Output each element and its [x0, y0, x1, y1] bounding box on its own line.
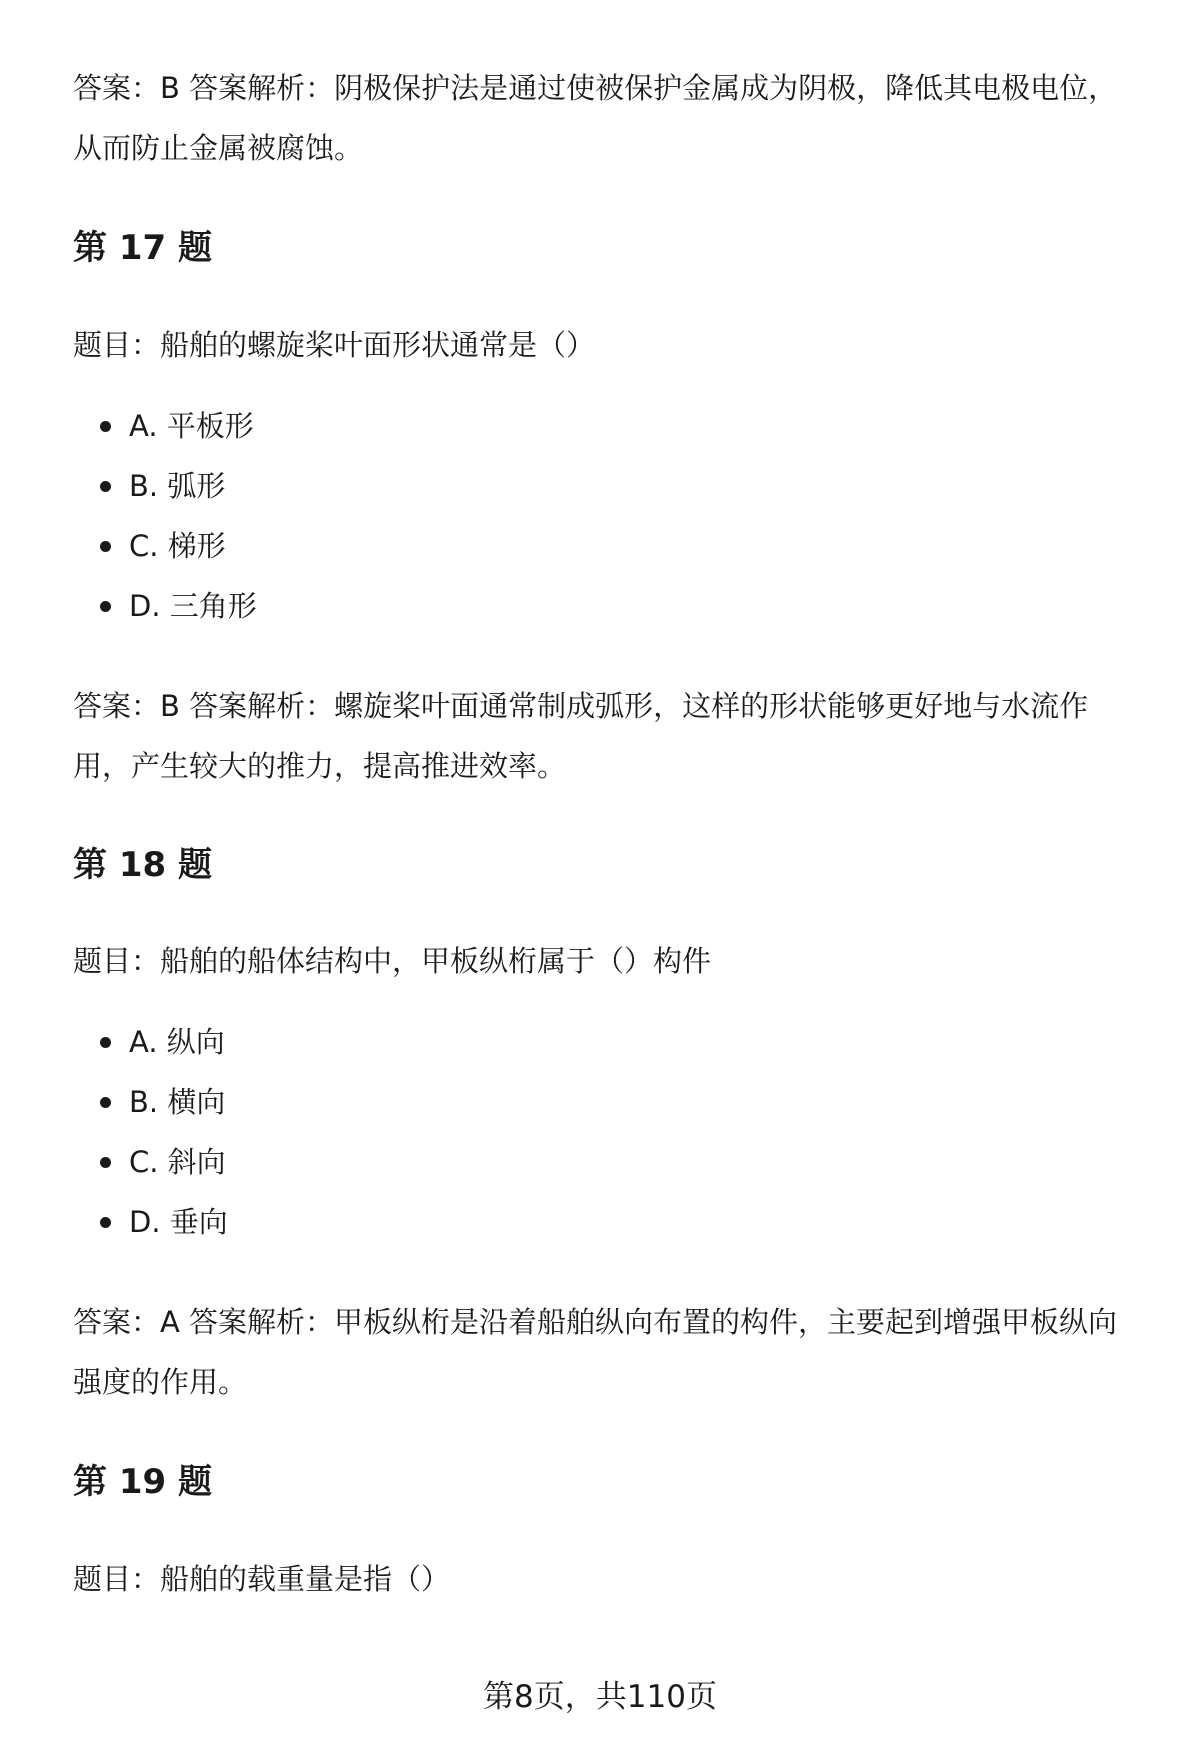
bullet-icon	[100, 1037, 111, 1048]
prev-answer-line-1: 答案：B 答案解析：阴极保护法是通过使被保护金属成为阴极，降低其电极电位，	[73, 71, 1118, 105]
option-item	[73, 1142, 228, 1202]
bullet-icon	[100, 541, 111, 552]
bullet-icon	[100, 1217, 111, 1228]
option-item	[73, 1022, 228, 1082]
bullet-icon	[100, 1097, 111, 1108]
page-footer: 第8页，共110页	[483, 1679, 717, 1715]
option-label: A. 平板形	[129, 409, 254, 443]
answer-line-2: 强度的作用。	[73, 1365, 248, 1399]
prev-answer	[73, 58, 1153, 178]
option-item	[73, 526, 257, 586]
bullet-icon	[100, 421, 111, 432]
option-item	[73, 1082, 228, 1142]
option-label: A. 纵向	[129, 1025, 225, 1059]
question-17-options	[73, 406, 257, 646]
option-item	[73, 466, 257, 526]
bullet-icon	[100, 1157, 111, 1168]
answer-line-1: 答案：A 答案解析：甲板纵桁是沿着船舶纵向布置的构件，主要起到增强甲板纵向	[73, 1305, 1118, 1339]
question-18-options	[73, 1022, 228, 1262]
option-label: D. 垂向	[129, 1205, 228, 1239]
answer-line-1: 答案：B 答案解析：螺旋桨叶面通常制成弧形，这样的形状能够更好地与水流作	[73, 689, 1089, 723]
question-17-heading: 第 17 题	[73, 228, 212, 268]
question-17-answer	[73, 676, 1153, 796]
question-18-text: 题目：船舶的船体结构中，甲板纵桁属于（）构件	[73, 944, 712, 978]
question-17-text: 题目：船舶的螺旋桨叶面形状通常是（）	[73, 328, 596, 362]
bullet-icon	[100, 481, 111, 492]
bullet-icon	[100, 601, 111, 612]
option-item	[73, 586, 257, 646]
option-item	[73, 1202, 228, 1262]
question-18-answer	[73, 1292, 1153, 1412]
option-label: D. 三角形	[129, 589, 257, 623]
option-item	[73, 406, 257, 466]
option-label: C. 梯形	[129, 529, 226, 563]
option-label: C. 斜向	[129, 1145, 226, 1179]
question-19-text: 题目：船舶的载重量是指（）	[73, 1562, 451, 1596]
option-label: B. 弧形	[129, 469, 226, 503]
prev-answer-line-2: 从而防止金属被腐蚀。	[73, 131, 364, 165]
question-18-heading: 第 18 题	[73, 845, 212, 885]
question-19-heading: 第 19 题	[73, 1462, 212, 1502]
option-label: B. 横向	[129, 1085, 226, 1119]
answer-line-2: 用，产生较大的推力，提高推进效率。	[73, 749, 567, 783]
